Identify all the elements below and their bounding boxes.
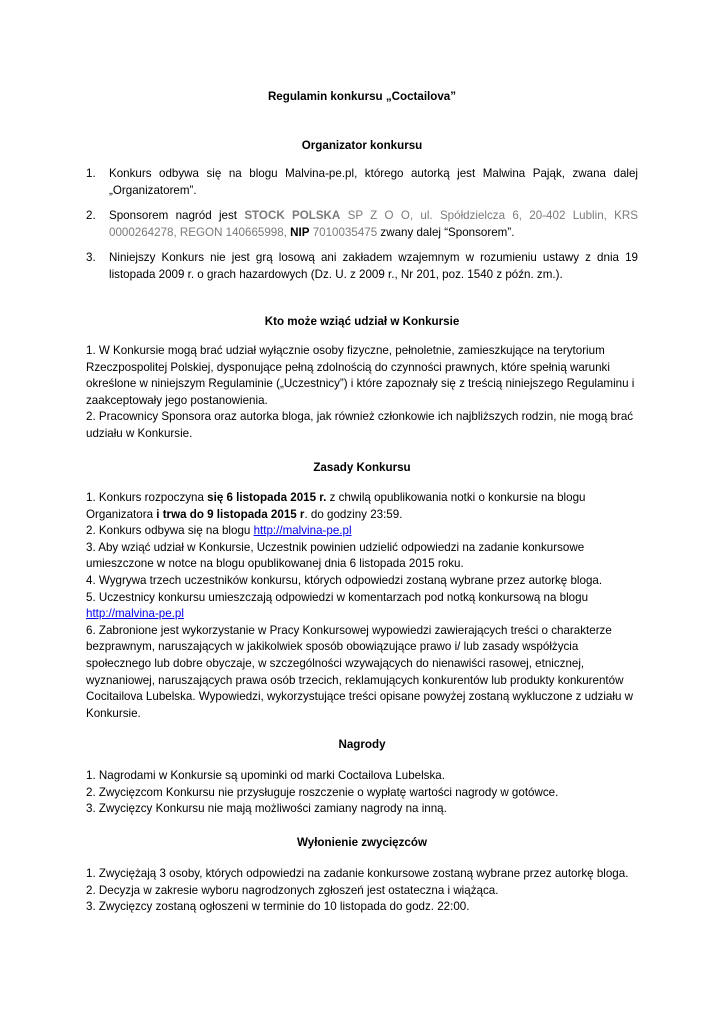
heading-winners: Wyłonienie zwycięzców xyxy=(297,836,427,849)
paragraph: 1. W Konkursie mogą brać udział wyłącznie osoby fizyczne, pełnoletnie, zamieszkujące na terytorium Rzeczpospolitej Polskiej, dysponujące pełną zdolnością do czynności prawnych, które spełnią warunki określone w niniejszym Regulaminie („Uczestnicy”) i które zapoznały się z treścią niniejszego Regulaminu i zaakceptowały jego postanowienia. xyxy=(86,344,635,407)
heading-rules: Zasady Konkursu xyxy=(313,461,411,474)
heading-prizes: Nagrody xyxy=(338,738,386,751)
blog-link[interactable]: http://malvina-pe.pl xyxy=(86,607,184,621)
end-date: i trwa do 9 listopada 2015 r xyxy=(156,507,305,521)
blog-link[interactable]: http://malvina-pe.pl xyxy=(253,524,352,538)
paragraph: 3. Zwycięzcy Konkursu nie mają możliwości zamiany nagrody na inną. xyxy=(86,802,447,816)
paragraph: 1. Konkurs rozpoczyna się 6 listopada 2015 r. z chwilą opublikowania notki o konkursie na blogu Organizatora i trwa do 9 listopada 2015 r. do godziny 23:59. xyxy=(86,491,586,521)
winners-block xyxy=(86,866,638,916)
document-title: Regulamin konkursu „Coctailova” xyxy=(267,90,457,103)
sponsor-details: SP Z O O, ul. Spółdzielcza 6, 20-402 Lublin, KRS 0000264278, REGON 140665998, xyxy=(109,209,638,239)
nip-label: NIP xyxy=(290,225,310,239)
paragraph: 2. Zwycięzcom Konkursu nie przysługuje roszczenie o wypłatę wartości nagrody w gotówce. xyxy=(86,785,559,799)
item-text: Niniejszy Konkurs nie jest grą losową ani zakładem wzajemnym w rozumieniu ustawy z dnia 19 listopada 2009 r. o grach hazardowych (Dz. U. z 2009 r., Nr 201, poz. 1540 z późn. zm.). xyxy=(109,251,638,281)
eligibility-block xyxy=(86,343,638,443)
item-number: 3. xyxy=(86,251,96,265)
item-text: zwany dalej “Sponsorem”. xyxy=(377,225,515,239)
list-item xyxy=(86,166,638,199)
paragraph: 1. Nagrodami w Konkursie są upominki od marki Coctailova Lubelska. xyxy=(86,769,445,782)
item-text: Konkurs odbywa się na blogu Malvina-pe.pl, którego autorką jest Malwina Pająk, zwana dalej „Organizatorem”. xyxy=(109,167,638,197)
paragraph: 2. Decyzja w zakresie wyboru nagrodzonych zgłoszeń jest ostateczna i wiążąca. xyxy=(86,883,499,897)
heading-eligibility: Kto może wziąć udział w Konkursie xyxy=(264,315,460,328)
paragraph: 5. Uczestnicy konkursu umieszczają odpowiedzi w komentarzach pod notką konkursową na blogu http://malvina-pe.pl xyxy=(86,590,589,621)
rules-block xyxy=(86,490,638,722)
start-date: się 6 listopada 2015 r. xyxy=(207,491,327,504)
paragraph: 1. Zwyciężają 3 osoby, których odpowiedzi na zadanie konkursowe zostaną wybrane przez autorkę bloga. xyxy=(86,867,629,880)
paragraph: 4. Wygrywa trzech uczestników konkursu, których odpowiedzi zostaną wybrane przez autorkę bloga. xyxy=(86,573,603,587)
organizer-list xyxy=(86,166,638,293)
paragraph: 6. Zabronione jest wykorzystanie w Pracy Konkursowej wypowiedzi zawierających treści o charakterze bezprawnym, naruszających w jakikolwiek sposób obowiązujące prawo i/ lub zasady współżycia społecznego lub dobre obyczaje, w szczególności wzywających do nienawiści rasowej, etnicznej, wyznaniowej, naruszających prawa osób trzecich, reklamujących konkurentów lub produkty konkurentów Cocitailova Lubelska. Wypowiedzi, wykorzystujące treści opisane powyżej zostaną wykluczone z udziału w Konkursie. xyxy=(86,623,633,720)
paragraph: 3. Zwycięzcy zostaną ogłoszeni w terminie do 10 listopada do godz. 22:00. xyxy=(86,900,470,914)
list-item xyxy=(86,208,638,241)
item-number: 1. xyxy=(86,167,96,180)
list-item xyxy=(86,250,638,283)
paragraph: 2. Pracownicy Sponsora oraz autorka bloga, jak również członkowie ich najbliższych rodzin, nie mogą brać udziału w Konkursie. xyxy=(86,410,634,440)
item-text: Sponsorem nagród jest xyxy=(109,209,245,223)
nip-value: 7010035475 xyxy=(309,225,378,239)
paragraph: 2. Konkurs odbywa się na blogu http://malvina-pe.pl xyxy=(86,524,352,538)
heading-organizer: Organizator konkursu xyxy=(301,139,423,152)
prizes-block xyxy=(86,768,638,818)
paragraph: 3. Aby wziąć udział w Konkursie, Uczestnik powinien udzielić odpowiedzi na zadanie konkursowe umieszczone w notce na blogu opublikowanej dnia 6 listopada 2015 roku. xyxy=(86,540,585,571)
item-number: 2. xyxy=(86,209,96,223)
sponsor-name: STOCK POLSKA xyxy=(244,209,341,223)
